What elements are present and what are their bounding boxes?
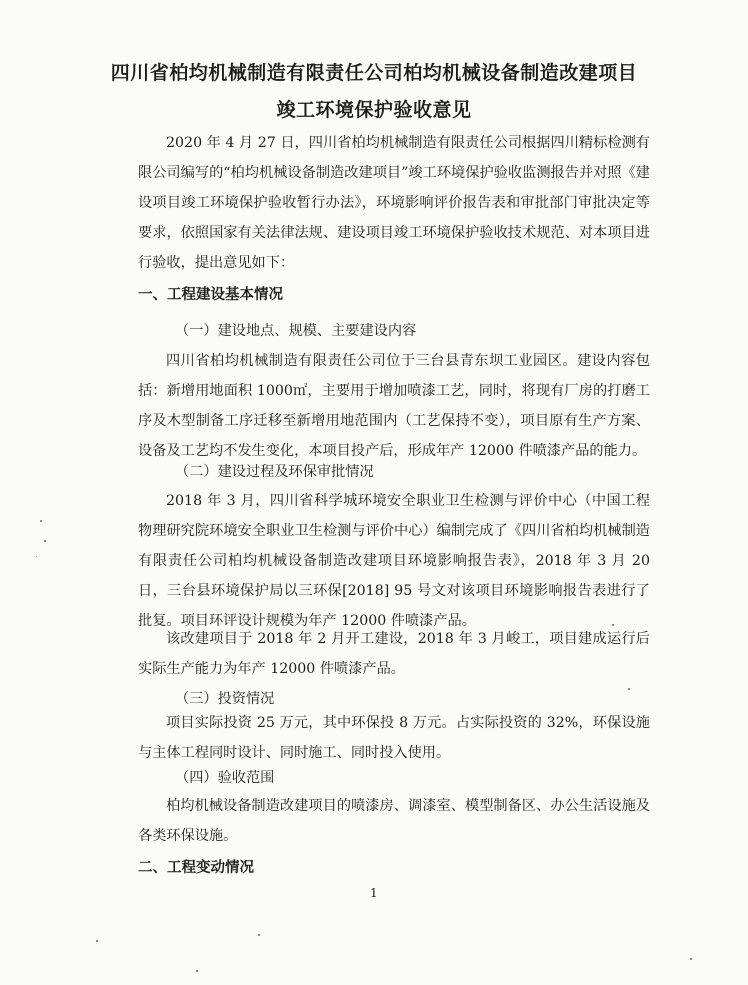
page-number: 1 [370,886,378,900]
subsection1-text: 四川省柏均机械制造有限责任公司位于三台县青东坝工业园区。建设内容包括：新增用地面积 1000㎡，主要用于增加喷漆工艺，同时，将现有厂房的打磨工序及木型制备工序迁移至新增用地范围内（工艺保持不变），项目原有生产方案、设备及工艺均不发生变化，本项目投产后，形成年产 12000 件喷漆产品的能力。 [138,353,650,459]
scan-speck [690,958,692,960]
document-title-line2: 竣工环境保护验收意见 [276,99,472,121]
subsection2-text2: 该改建项目于 2018 年 2 月开工建设，2018 年 3 月峻工，项目建成运行后实际生产能力为年产 12000 件喷漆产品。 [138,631,650,677]
subsection4-heading: （四）验收范围 [175,770,275,786]
scan-speck [196,970,198,972]
scan-speck [36,556,37,557]
scan-speck [40,520,42,522]
subsection3-heading: （三）投资情况 [175,691,275,707]
scan-speck [612,624,614,626]
intro-paragraph: 2020 年 4 月 27 日，四川省柏均机械制造有限责任公司根据四川精标检测有限公司编写的“柏均机械设备制造改建项目”竣工环境保护验收监测报告并对照《建设项目竣工环境保护验收暂行办法》，环境影响评价报告表和审批部门审批决定等要求，依照国家有关法律法规、建设项目竣工环境保护验收技术规范、对本项目进行验收，提出意见如下： [138,135,650,271]
subsection2-text1: 2018 年 3 月，四川省科学城环境安全职业卫生检测与评价中心（中国工程物理研究院环境安全职业卫生检测与评价中心）编制完成了《四川省柏均机械制造有限责任公司柏均机械设备制造改建项目环境影响报告表》，2018 年 3 月 20 日，三台县环境保护局以三环保[2018] 95 号文对该项目环境影响报告表进行了批复。项目环评设计规模为年产 12000 件喷漆产品。 [138,493,650,629]
scan-speck [44,540,46,542]
section2-heading: 二、工程变动情况 [138,860,254,876]
subsection4-text: 柏均机械设备制造改建项目的喷漆房、调漆室、模型制备区、办公生活设施及各类环保设施。 [138,798,650,844]
section1-heading: 一、工程建设基本情况 [138,287,283,303]
subsection2-heading: （二）建设过程及环保审批情况 [175,464,374,480]
scan-speck [96,940,98,942]
subsection3-text: 项目实际投资 25 万元，其中环保投 8 万元。占实际投资的 32%，环保设施与主体工程同时设计、同时施工、同时投入使用。 [138,715,650,761]
scan-speck [258,934,260,936]
document-title-line1: 四川省柏均机械制造有限责任公司柏均机械设备制造改建项目 [110,62,638,84]
subsection1-heading: （一）建设地点、规模、主要建设内容 [175,323,417,339]
scan-speck [628,688,630,690]
